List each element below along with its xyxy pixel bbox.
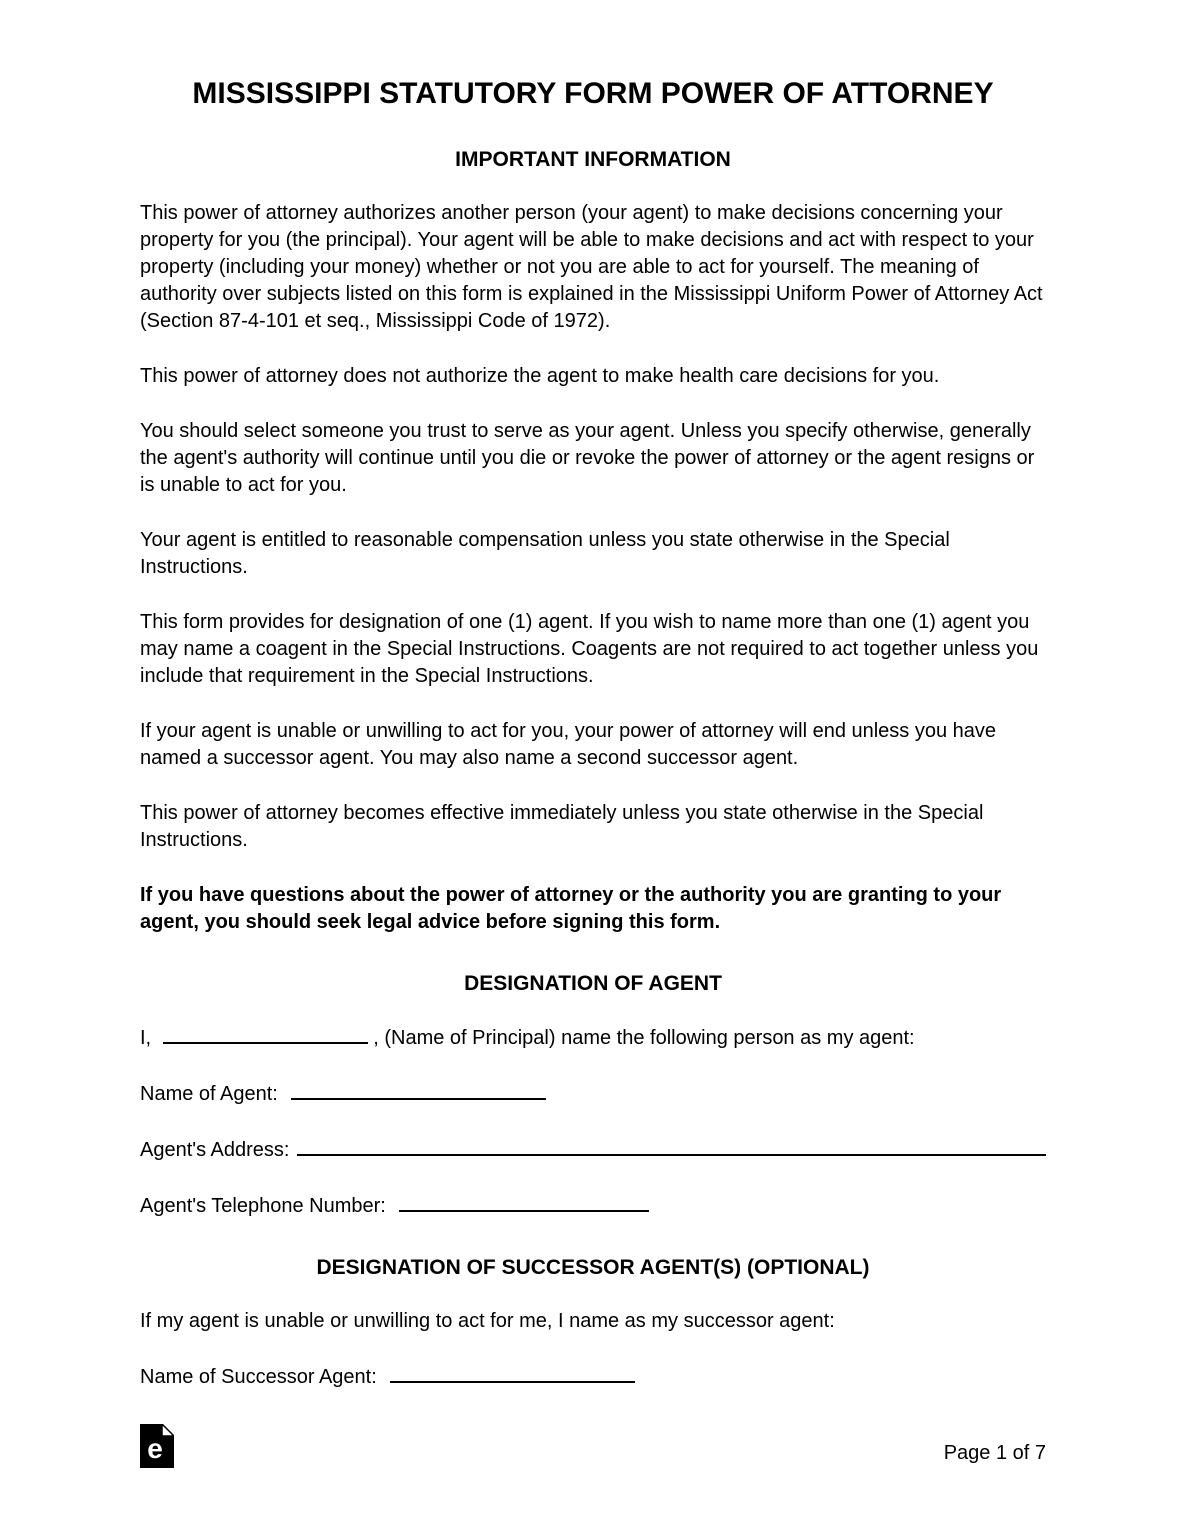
successor-name-blank[interactable] — [390, 1363, 635, 1383]
paragraph-authorization: This power of attorney authorizes another person (your agent) to make decisions concerning your property for you (the principal). Your agent will be able to make decisions and act with respect to your property (including your money) whether or not you are able to act for yourself. The meaning of authority over subjects listed on this form is explained in the Mississippi Uniform Power of Attorney Act (Section 87-4-101 et seq., Mississippi Code of 1972). — [140, 202, 1043, 332]
principal-line-prefix: I, — [140, 1027, 152, 1049]
page-number: Page 1 of 7 — [943, 1442, 1046, 1464]
agent-address-label: Agent's Address: — [140, 1139, 290, 1161]
principal-name-blank[interactable] — [163, 1024, 368, 1044]
paragraph-successor: If your agent is unable or unwilling to act for you, your power of attorney will end unless you have named a successor agent. You may also name a second successor agent. — [140, 720, 997, 769]
designation-of-successor-heading: DESIGNATION OF SUCCESSOR AGENT(S) (OPTIONAL) — [316, 1256, 870, 1279]
principal-line-suffix: , (Name of Principal) name the following person as my agent: — [373, 1027, 915, 1049]
logo-letter: e — [147, 1433, 163, 1464]
important-information-heading: IMPORTANT INFORMATION — [455, 148, 731, 171]
document-page — [140, 0, 1046, 1536]
document-title: MISSISSIPPI STATUTORY FORM POWER OF ATTORNEY — [192, 77, 994, 110]
paragraph-one-agent: This form provides for designation of one (1) agent. If you wish to name more than one (1) agent you may name a coagent in the Special Instructions. Coagents are not required to act together unless you include that requirement in the Special Instructions. — [140, 611, 1039, 687]
agent-phone-blank[interactable] — [399, 1192, 649, 1212]
agent-phone-line — [140, 1192, 1046, 1220]
successor-name-label: Name of Successor Agent: — [140, 1366, 377, 1388]
agent-name-line — [140, 1080, 1046, 1108]
agent-address-blank[interactable] — [297, 1136, 1046, 1156]
paragraph-compensation: Your agent is entitled to reasonable compensation unless you state otherwise in the Special Instructions. — [140, 529, 950, 578]
agent-name-blank[interactable] — [291, 1080, 546, 1100]
successor-intro: If my agent is unable or unwilling to act for me, I name as my successor agent: — [140, 1310, 835, 1332]
paragraph-select-agent: You should select someone you trust to serve as your agent. Unless you specify otherwise, generally the agent's authority will continue until you die or revoke the power of attorney or the agent resigns or is unable to act for you. — [140, 420, 1035, 496]
paragraph-legal-advice: If you have questions about the power of attorney or the authority you are granting to your agent, you should seek legal advice before signing this form. — [140, 884, 1002, 933]
designation-of-agent-heading: DESIGNATION OF AGENT — [464, 972, 722, 995]
page-footer — [140, 1424, 1046, 1468]
eforms-logo-icon — [140, 1424, 174, 1468]
agent-phone-label: Agent's Telephone Number: — [140, 1195, 386, 1217]
agent-name-label: Name of Agent: — [140, 1083, 278, 1105]
agent-address-line — [140, 1136, 1046, 1164]
successor-name-line — [140, 1363, 1046, 1391]
principal-declaration-line — [140, 1024, 1046, 1052]
paragraph-no-health-care: This power of attorney does not authorize the agent to make health care decisions for you. — [140, 365, 940, 387]
paragraph-effective: This power of attorney becomes effective immediately unless you state otherwise in the Special Instructions. — [140, 802, 984, 851]
